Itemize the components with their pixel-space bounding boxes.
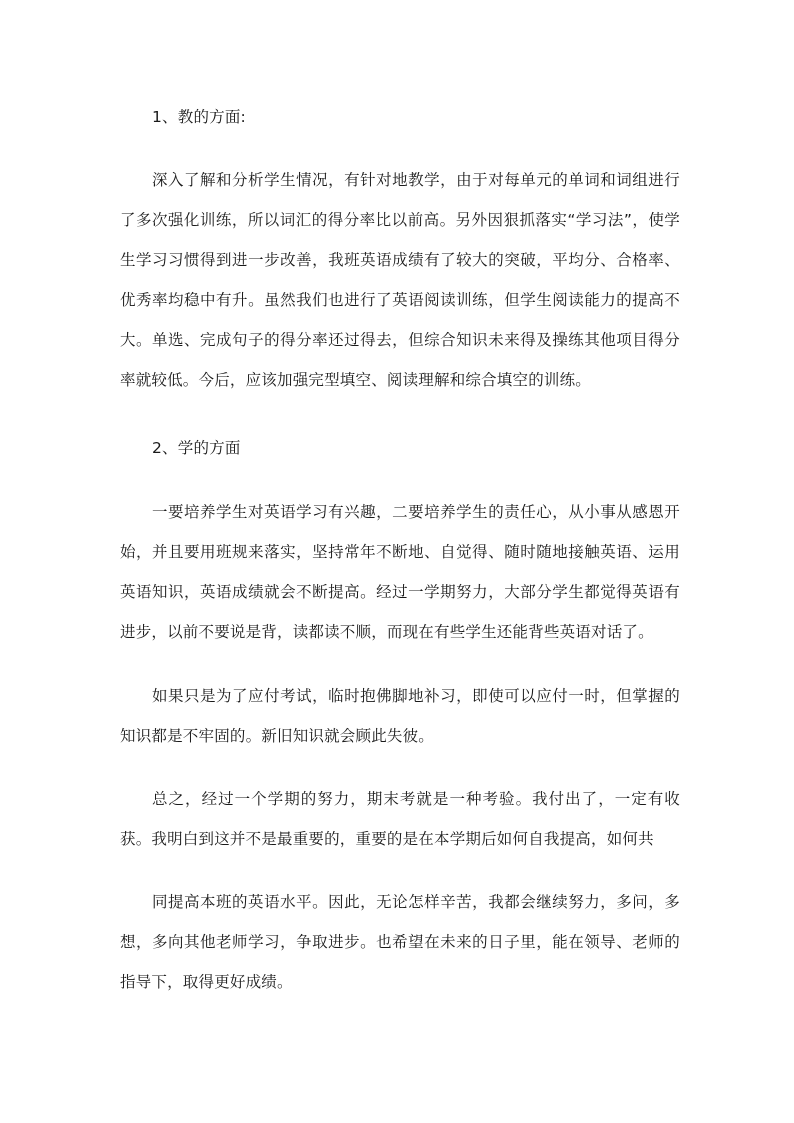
section-heading-teaching: 1、教的方面: [152,108,246,126]
paragraph-exam-cramming: 如果只是为了应付考试，临时抱佛脚地补习，即使可以应付一时，但掌握的知识都是不牢固的。新旧知识就会顾此失彼。 [120,687,680,745]
paragraph-conclusion: 同提高本班的英语水平。因此，无论怎样辛苦，我都会继续努力，多问，多想，多向其他老师学习，争取进步。也希望在未来的日子里，能在领导、老师的指导下，取得更好成绩。 [120,893,680,991]
section-heading-learning: 2、学的方面 [152,439,241,457]
paragraph-summary: 总之，经过一个学期的努力，期末考就是一种考验。我付出了，一定有收获。我明白到这并不是最重要的，重要的是在本学期后如何自我提高，如何共 [120,790,680,848]
paragraph-learning-interest: 一要培养学生对英语学习有兴趣，二要培养学生的责任心，从小事从感恩开始，并且要用班规来落实，坚持常年不断地、自觉得、随时随地接触英语、运用英语知识，英语成绩就会不断提高。经过一学期努力，大部分学生都觉得英语有进步，以前不要说是背，读都读不顺，而现在有些学生还能背些英语对话了。 [120,503,680,641]
paragraph-teaching: 深入了解和分析学生情况，有针对地教学，由于对每单元的单词和词组进行了多次强化训练，所以词汇的得分率比以前高。另外因狠抓落实“学习法”，使学生学习习惯得到进一步改善，我班英语成绩有了较大的突破，平均分、合格率、优秀率均稳中有升。虽然我们也进行了英语阅读训练，但学生阅读能力的提高不大。单选、完成句子的得分率还过得去，但综合知识未来得及操练其他项目得分率就较低。今后，应该加强完型填空、阅读理解和综合填空的训练。 [120,171,680,389]
